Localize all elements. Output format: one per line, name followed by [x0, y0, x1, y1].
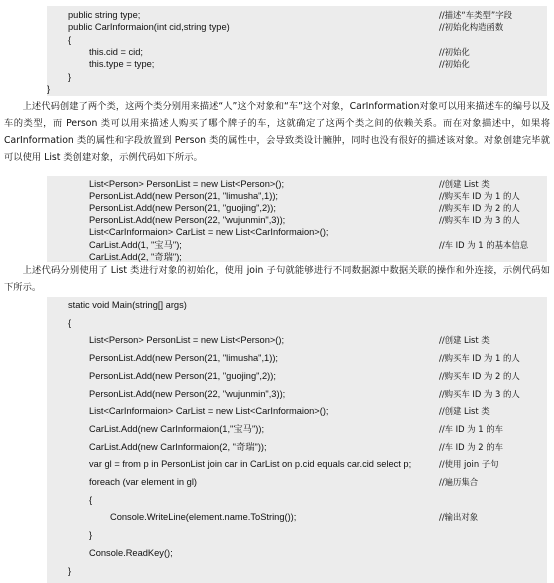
code-line — [47, 239, 547, 251]
code-line — [47, 34, 547, 46]
code-text: List<CarInformaion> CarList = new List<CarInformaion>(); — [89, 227, 329, 238]
code-comment: //遍历集合 — [439, 477, 479, 487]
code-line — [47, 190, 547, 202]
code-line — [47, 214, 547, 226]
code-text: PersonList.Add(new Person(21, "limusha",1)); — [89, 191, 279, 202]
code-line — [47, 334, 547, 346]
code-text: Console.WriteLine(element.name.ToString()); — [110, 512, 297, 523]
code-text: { — [68, 317, 72, 328]
code-text: List<CarInformaion> CarList = new List<CarInformaion>(); — [89, 406, 329, 417]
code-text: PersonList.Add(new Person(21, "guojing",2)); — [89, 370, 276, 381]
code-comment: //车 ID 为 1 的车 — [439, 423, 504, 434]
code-comment: //车 ID 为 1 的基本信息 — [439, 239, 529, 250]
code-text: } — [89, 530, 93, 541]
code-text: PersonList.Add(new Person(22, "wujunmin",3)); — [89, 215, 286, 226]
code-line — [47, 202, 547, 214]
code-block-3 — [47, 297, 547, 583]
code-text: CarList.Add(new CarInformaion(1,"宝马")); — [89, 423, 265, 434]
code-line — [47, 511, 547, 523]
code-line — [47, 370, 547, 382]
code-line — [47, 299, 547, 311]
code-line — [47, 565, 547, 577]
code-line — [47, 21, 547, 33]
code-text: public string type; — [68, 10, 141, 20]
code-line — [47, 352, 547, 364]
code-comment: //购买车 ID 为 2 的人 — [439, 203, 520, 214]
code-line — [47, 83, 547, 95]
code-comment: //描述“车类型”字段 — [439, 10, 512, 20]
paragraph-1-text: 上述代码创建了两个类，这两个类分别用来描述“人”这个对象和“车”这个对象，CarInformation对象可以用来描述车的编号以及车的类型，而 Person 类可以用来描述人购买了哪个牌子的车，这就确定了这两个类之间的依赖关系。而在对象描述中，如果将 CarInformation 类的属性和字段放置到 Person 类的属性中，会导致类设计臃肿，同时也没有很好的描述该对象。对象创建完毕就可以使用 List 类创建对象，示例代码如下所示。 — [4, 101, 550, 163]
code-text: public CarInformaion(int cid,string type) — [68, 22, 230, 33]
code-text: Console.ReadKey(); — [89, 547, 173, 558]
paragraph-2-text: 上述代码分别使用了 List 类进行对象的初始化，使用 join 子句就能够进行不同数据源中数据关联的操作和外连接，示例代码如下所示。 — [4, 265, 550, 293]
code-comment: //购买车 ID 为 3 的人 — [439, 388, 520, 399]
code-line — [47, 494, 547, 506]
code-line — [47, 71, 547, 83]
paragraph-1 — [4, 98, 550, 166]
code-text: this.type = type; — [89, 59, 155, 70]
code-text: } — [47, 83, 51, 94]
code-line — [47, 388, 547, 400]
code-text: PersonList.Add(new Person(21, "guojing",2)); — [89, 203, 276, 214]
code-comment: //购买车 ID 为 1 的人 — [439, 353, 520, 364]
code-line — [47, 46, 547, 58]
code-line — [47, 178, 547, 190]
code-comment: //初始化 — [439, 59, 470, 70]
code-line — [47, 547, 547, 559]
code-text: var gl = from p in PersonList join car in CarList on p.cid equals car.cid select p; — [89, 459, 412, 470]
code-text: { — [68, 34, 72, 45]
code-text: CarList.Add(new CarInformaion(2, "奇瑞")); — [89, 441, 267, 452]
code-line — [47, 441, 547, 453]
code-block-1 — [47, 6, 547, 96]
code-line — [47, 529, 547, 541]
code-line — [47, 58, 547, 70]
code-line — [47, 9, 547, 21]
code-comment: //创建 List 类 — [439, 179, 490, 189]
code-comment: //初始化构造函数 — [439, 22, 504, 33]
code-comment: //输出对象 — [439, 512, 479, 523]
code-text: { — [89, 494, 93, 505]
code-text: this.cid = cid; — [89, 46, 143, 57]
code-line — [47, 251, 547, 263]
code-text: List<Person> PersonList = new List<Person>(); — [89, 335, 285, 346]
code-text: CarList.Add(2, "奇瑞"); — [89, 251, 182, 262]
code-comment: //使用 join 子句 — [439, 459, 499, 470]
code-comment: //车 ID 为 2 的车 — [439, 441, 504, 452]
code-comment: //初始化 — [439, 46, 470, 57]
code-comment: //购买车 ID 为 1 的人 — [439, 191, 520, 202]
code-comment: //创建 List 类 — [439, 335, 490, 346]
code-line — [47, 317, 547, 329]
code-line — [47, 226, 547, 238]
code-text: } — [68, 71, 72, 82]
code-text: List<Person> PersonList = new List<Person>(); — [89, 179, 285, 189]
code-line — [47, 476, 547, 488]
code-comment: //购买车 ID 为 3 的人 — [439, 215, 520, 226]
code-text: PersonList.Add(new Person(22, "wujunmin",3)); — [89, 388, 286, 399]
code-text: PersonList.Add(new Person(21, "limusha",1)); — [89, 353, 279, 364]
code-block-2 — [47, 176, 547, 262]
code-text: foreach (var element in gl) — [89, 477, 197, 487]
code-line — [47, 458, 547, 470]
code-text: static void Main(string[] args) — [68, 300, 187, 310]
code-text: } — [68, 565, 72, 576]
code-comment: //创建 List 类 — [439, 406, 490, 417]
code-line — [47, 405, 547, 417]
code-comment: //购买车 ID 为 2 的人 — [439, 370, 520, 381]
code-line — [47, 423, 547, 435]
paragraph-2 — [4, 262, 550, 296]
code-text: CarList.Add(1, "宝马"); — [89, 239, 182, 250]
